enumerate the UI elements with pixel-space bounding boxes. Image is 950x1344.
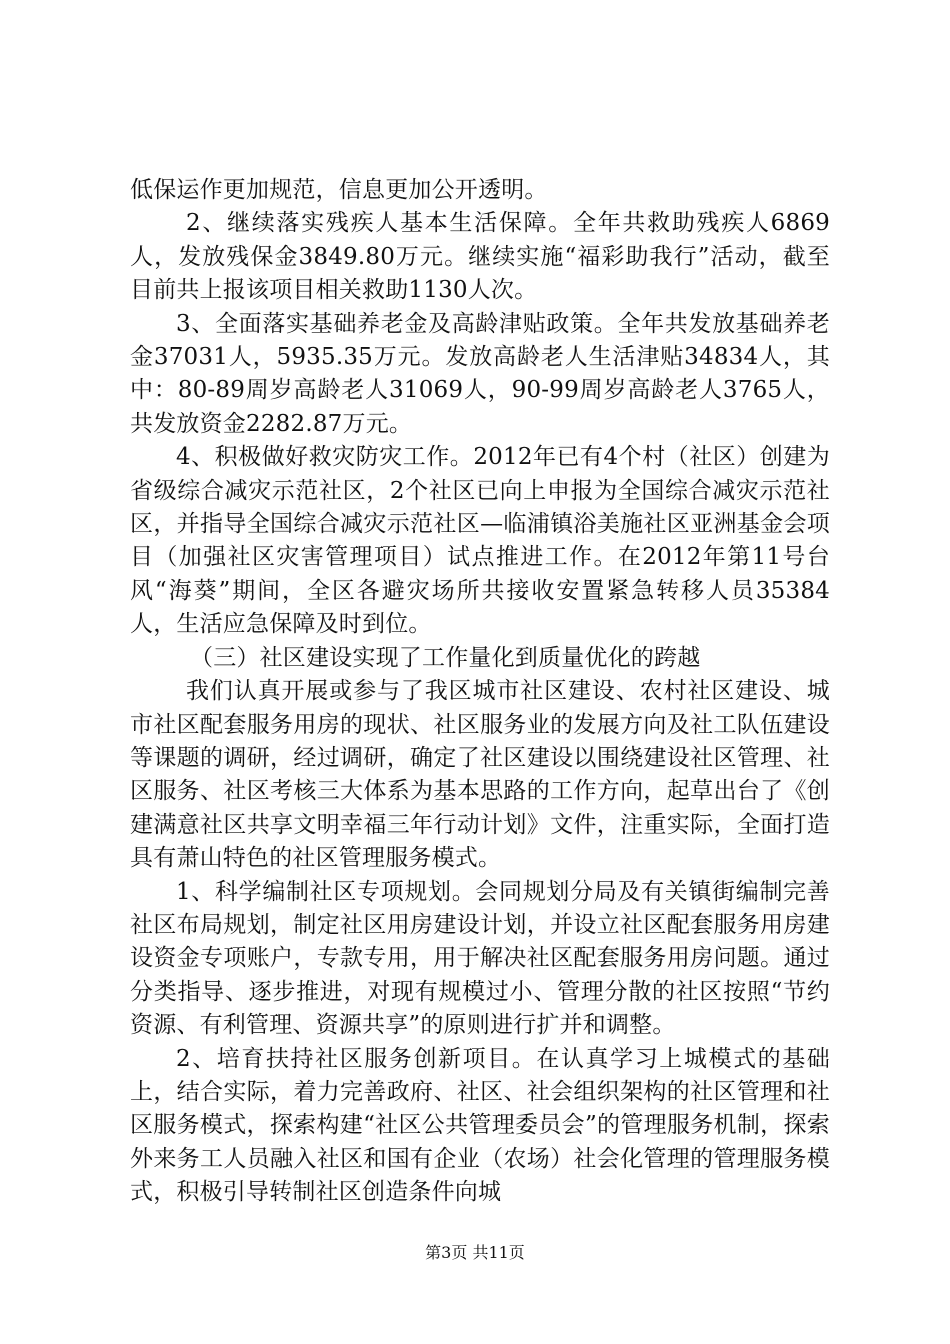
paragraph-community-innovation: 2、培育扶持社区服务创新项目。在认真学习上城模式的基础上，结合实际，着力完善政府、社区、社会组织架构的社区管理和社区服务模式，探索构建“社区公共管理委员会”的管理服务机制，探索外来务工人员融入社区和国有企业（农场）社会化管理的管理服务模式，积极引导转制社区创造条件向城 (130, 1045, 830, 1206)
paragraph-disability-support: 2、继续落实残疾人基本生活保障。全年共救助残疾人6869人，发放残保金3849.80万元。继续实施“福彩助我行”活动，截至目前共上报该项目相关救助1130人次。 (130, 210, 830, 304)
paragraph-community-planning: 1、科学编制社区专项规划。会同规划分局及有关镇街编制完善社区布局规划，制定社区用房建设计划，并设立社区配套服务用房建设资金专项账户，专款专用，用于解决社区配套服务用房问题。通过分类指导、逐步推进，对现有规模过小、管理分散的社区按照“节约资源、有利管理、资源共享”的原则进行扩并和调整。 (130, 878, 830, 1039)
section-heading-community: （三）社区建设实现了工作量化到质量优化的跨越 (190, 644, 701, 671)
paragraph-pension-subsidy: 3、全面落实基础养老金及高龄津贴政策。全年共发放基础养老金37031人，5935.35万元。发放高龄老人生活津贴34834人，其中：80-89周岁高龄老人31069人，90-99周岁高龄老人3765人，共发放资金2282.87万元。 (130, 310, 830, 437)
paragraph-disaster-prevention: 4、积极做好救灾防灾工作。2012年已有4个村（社区）创建为省级综合减灾示范社区，2个社区已向上申报为全国综合减灾示范社区，并指导全国综合减灾示范社区—临浦镇浴美施社区亚洲基金会项目（加强社区灾害管理项目）试点推进工作。在2012年第11号台风“海葵”期间，全区各避灾场所共接收安置紧急转移人员35384人，生活应急保障及时到位。 (130, 444, 830, 638)
paragraph-community-research: 我们认真开展或参与了我区城市社区建设、农村社区建设、城市社区配套服务用房的现状、社区服务业的发展方向及社工队伍建设等课题的调研，经过调研，确定了社区建设以围绕建设社区管理、社区服务、社区考核三大体系为基本思路的工作方向，起草出台了《创建满意社区共享文明幸福三年行动计划》文件，注重实际，全面打造具有萧山特色的社区管理服务模式。 (130, 678, 830, 872)
body-text (130, 174, 830, 1210)
page-footer: 第3页 共11页 (425, 1243, 525, 1262)
paragraph-continuation: 低保运作更加规范，信息更加公开透明。 (130, 177, 548, 203)
